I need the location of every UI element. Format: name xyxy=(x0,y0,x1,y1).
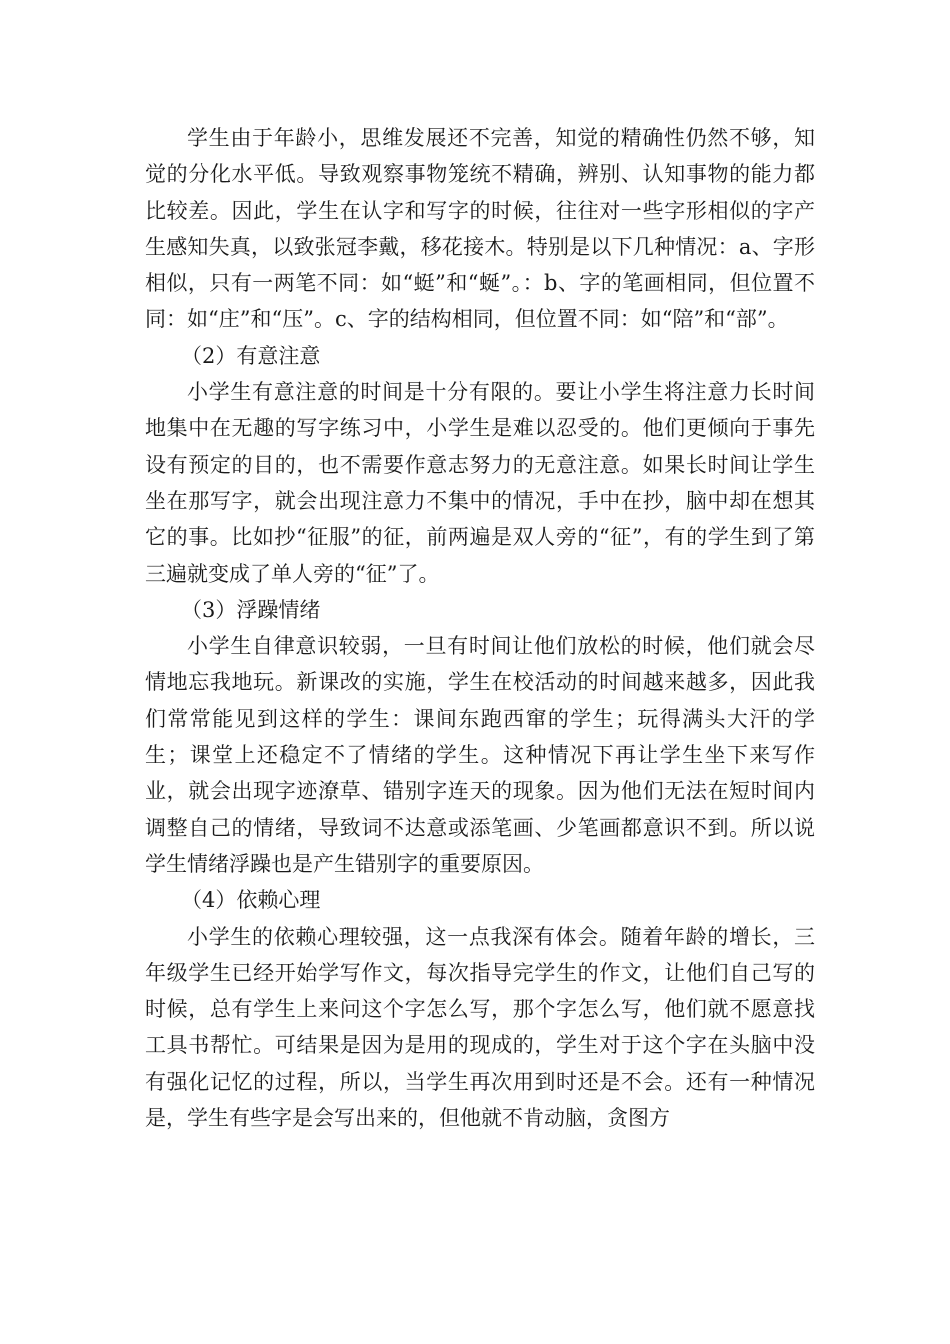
paragraph-attention: 小学生有意注意的时间是十分有限的。要让小学生将注意力长时间地集中在无趣的写字练习中，小学生是难以忍受的。他们更倾向于事先设有预定的目的，也不需要作意志努力的无意注意。如果长时间让学生坐在那写字，就会出现注意力不集中的情况，手中在抄，脑中却在想其它的事。比如抄“征服”的征，前两遍是双人旁的“征”，有的学生到了第三遍就变成了单人旁的“征”了。 xyxy=(145,380,815,586)
section-heading-emotion: （3）浮躁情绪 xyxy=(181,597,321,622)
paragraph-emotion: 小学生自律意识较弱，一旦有时间让他们放松的时候，他们就会尽情地忘我地玩。新课改的实施，学生在校活动的时间越来越多，因此我们常常能见到这样的学生：课间东跑西窜的学生；玩得满头大汗的学生；课堂上还稳定不了情绪的学生。这种情况下再让学生坐下来写作业，就会出现字迹潦草、错别字连天的现象。因为他们无法在短时间内调整自己的情绪，导致词不达意或添笔画、少笔画都意识不到。所以说学生情绪浮躁也是产生错别字的重要原因。 xyxy=(145,634,815,876)
paragraph-dependence: 小学生的依赖心理较强，这一点我深有体会。随着年龄的增长，三年级学生已经开始学写作文，每次指导完学生的作文，让他们自己写的时候，总有学生上来问这个字怎么写，那个字怎么写，他们就不愿意找工具书帮忙。可结果是因为是用的现成的，学生对于这个字在头脑中没有强化记忆的过程，所以，当学生再次用到时还是不会。还有一种情况是，学生有些字是会写出来的，但他就不肯动脑，贪图方 xyxy=(145,924,815,1131)
section-heading-dependence: （4）依赖心理 xyxy=(181,888,321,913)
paragraph-perception: 学生由于年龄小，思维发展还不完善，知觉的精确性仍然不够，知觉的分化水平低。导致观察事物笼统不精确，辨别、认知事物的能力都比较差。因此，学生在认字和写字的时候，往往对一些字形相似的字产生感知失真，以致张冠李戴，移花接木。特别是以下几种情况：a、字形相似，只有一两笔不同：如“蜓”和“蜒”。：b、字的笔画相同，但位置不同：如“庄”和“压”。c、字的结构相同，但位置不同：如“陪”和“部”。 xyxy=(145,126,815,332)
document-body xyxy=(145,120,815,1136)
section-heading-attention: （2）有意注意 xyxy=(181,343,321,368)
